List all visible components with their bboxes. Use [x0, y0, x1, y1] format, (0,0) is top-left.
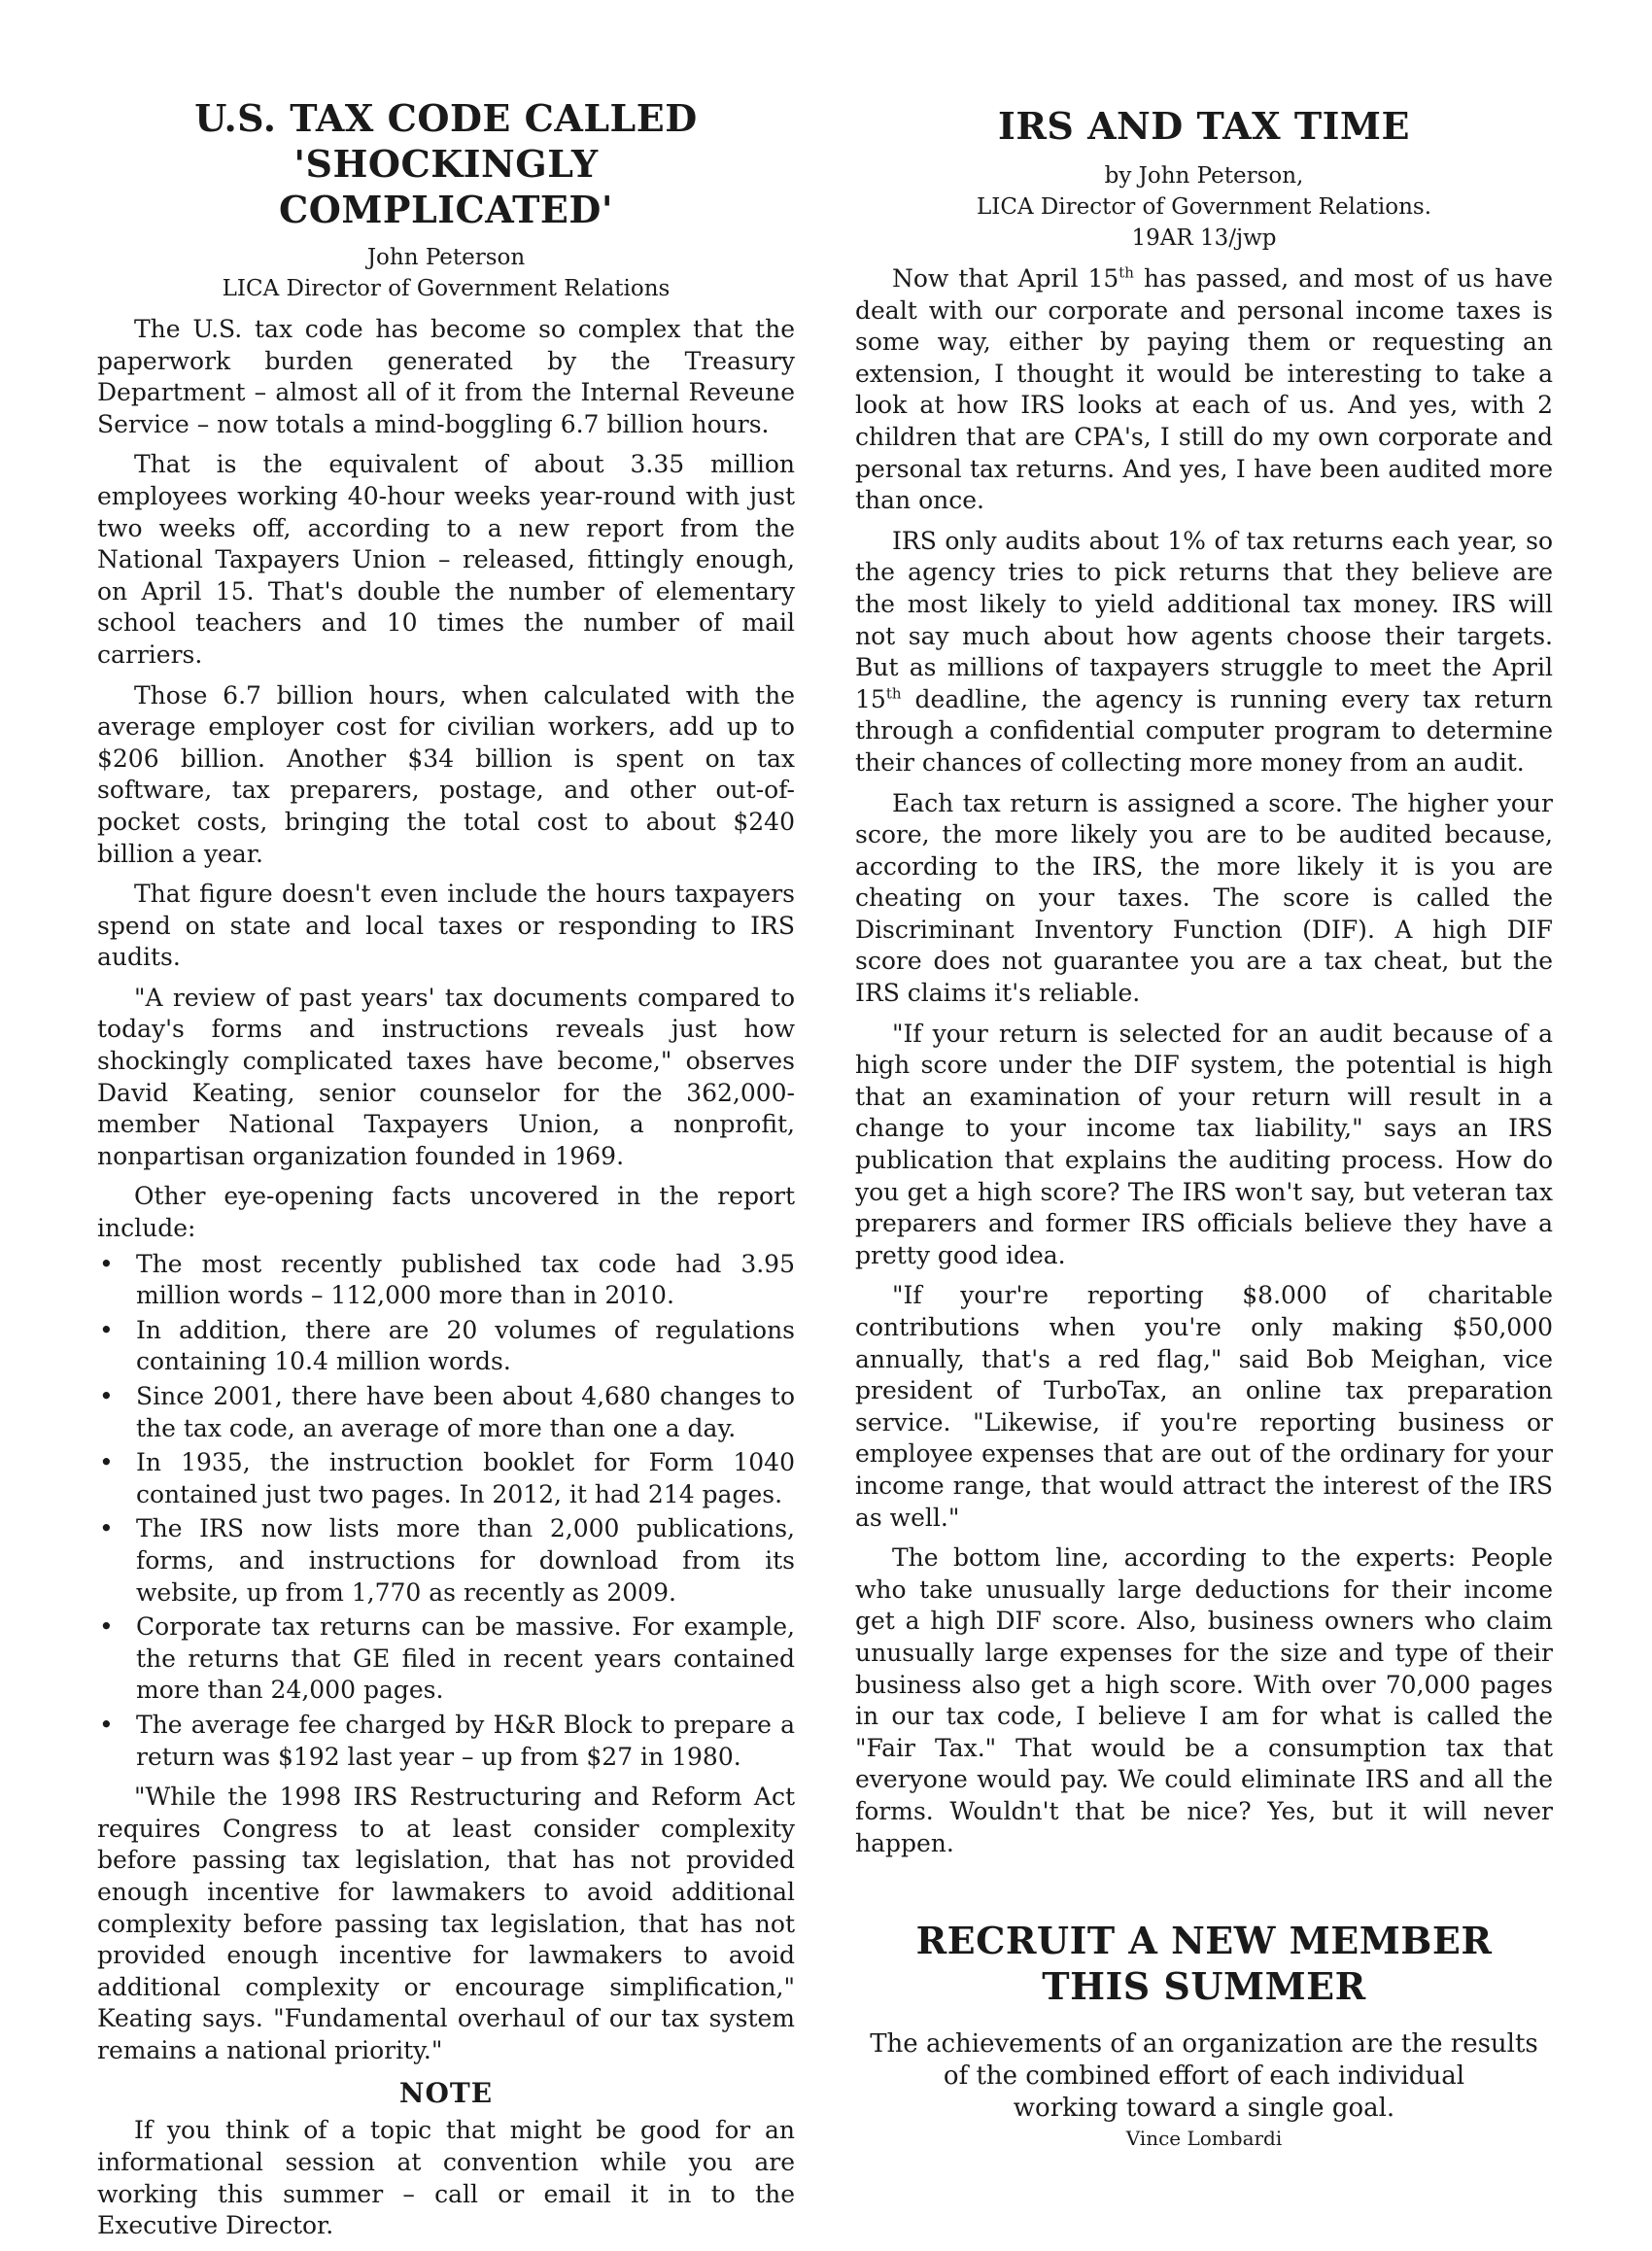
recruit-section — [855, 1918, 1553, 2152]
paragraph: IRS only audits about 1% of tax returns each year, so the agency tries to pick returns that they believe are the most likely to yield additional tax money. IRS will not say much about how agents choose their targets. But as millions of taxpayers struggle to meet the April 15th deadline, the agency is running every tax return through a confidential computer program to determine their chances of collecting more money from an audit. — [855, 526, 1553, 777]
article-title: IRS AND TAX TIME — [998, 104, 1410, 148]
list-item: • The most recently published tax code had 3.95 million words – 112,000 more than in 2010. — [97, 1249, 795, 1312]
note-text: If you think of a topic that might be good for an informational session at convention while you are working this summer – call or email it in to the Executive Director. — [97, 2116, 795, 2240]
list-item: • In addition, there are 20 volumes of regulations containing 10.4 million words. — [97, 1315, 795, 1378]
recruit-title-line2: THIS SUMMER — [1042, 1964, 1366, 2009]
list-item: • The IRS now lists more than 2,000 publications, forms, and instructions for download from its website, up from 1,770 as recently as 2009. — [97, 1513, 795, 1609]
article-body — [855, 263, 1553, 1859]
paragraph: The bottom line, according to the experts: People who take unusually large deductions for their income get a high DIF score. Also, business owners who claim unusually large expenses for the size and type of their business also get a high score. With over 70,000 pages in our tax code, I believe I am for what is called the "Fair Tax." That would be a consumption tax that everyone would pay. We could eliminate IRS and all the forms. Wouldn't that be nice? Yes, but it will never happen. — [855, 1543, 1553, 1857]
article-title: U.S. TAX CODE CALLED 'SHOCKINGLY COMPLICATED' — [194, 96, 698, 231]
right-column — [855, 95, 1553, 2152]
list-item: • The average fee charged by H&R Block to prepare a return was $192 last year – up from $27 in 1980. — [97, 1710, 795, 1773]
list-item: • Since 2001, there have been about 4,680 changes to the tax code, an average of more than one a day. — [97, 1381, 795, 1444]
byline-role: LICA Director of Government Relations — [222, 276, 671, 301]
note-title: NOTE — [398, 2077, 494, 2110]
paragraph: "While the 1998 IRS Restructuring and Reform Act requires Congress to at least consider complexity before passing tax legislation, that has not provided enough incentive for lawmakers to avoid additional complexity before passing tax legislation, that has not provided enough incentive for lawmakers to avoid additional complexity or encourage simplification," Keating says. "Fundamental overhaul of our tax system remains a national priority." — [97, 1783, 795, 2064]
recruit-title — [855, 1918, 1553, 2009]
byline-role: LICA Director of Government Relations. — [976, 194, 1432, 220]
paragraph: Those 6.7 billion hours, when calculated with the average employer cost for civilian workers, add up to $206 billion. Another $34 billion is spent on tax software, tax preparers, postage, and other out-of-pocket costs, bringing the total cost to about $240 billion a year. — [97, 680, 795, 868]
paragraph: Now that April 15th has passed, and most of us have dealt with our corporate and personal income taxes is some way, either by paying them or requesting an extension, I thought it would be interesting to take a look at how IRS looks at each of us. And yes, with 2 children that are CPA's, I still do my own corporate and personal tax returns. And yes, I have been audited more than once. — [855, 263, 1554, 515]
paragraph: That figure doesn't even include the hours taxpayers spend on state and local taxes or responding to IRS audits. — [97, 880, 795, 972]
paragraph: "A review of past years' tax documents compared to today's forms and instructions reveals just how shockingly complicated taxes have become," observes David Keating, senior counselor for the 362,000-member National Taxpayers Union, a nonprofit, nonpartisan organization founded in 1969. — [97, 983, 795, 1170]
left-column — [97, 95, 795, 2251]
paragraph: Other eye-opening facts uncovered in the report include: — [97, 1182, 795, 1243]
quote-line: of the combined effort of each individual — [943, 2061, 1465, 2092]
note-body — [97, 2115, 795, 2241]
paragraph: Each tax return is assigned a score. The higher your score, the more likely you are to be audited because, according to the IRS, the more likely it is you are cheating on your taxes. The score is called the Discriminant Inventory Function (DIF). A high DIF score does not guarantee you are a tax cheat, but the IRS claims it's reliable. — [855, 788, 1553, 1008]
byline-code: 19AR 13/jwp — [1131, 225, 1277, 251]
byline-name: John Peterson — [366, 245, 526, 270]
article-body — [97, 314, 795, 2066]
paragraph: "If your return is selected for an audit because of a high score under the DIF system, the potential is high that an examination of your return will result in a change to your income tax liability," says an IRS publication that explains the auditing process. How do you get a high score? The IRS won't say, but veteran tax preparers and former IRS officials believe they have a pretty good idea. — [855, 1019, 1553, 1269]
facts-list — [97, 1249, 795, 1774]
list-item: • In 1935, the instruction booklet for Form 1040 contained just two pages. In 2012, it had 214 pages. — [97, 1447, 795, 1510]
recruit-title-line1: RECRUIT A NEW MEMBER — [915, 1919, 1493, 1963]
byline-name: by John Peterson, — [1104, 163, 1304, 189]
quote-line: working toward a single goal. — [1013, 2094, 1395, 2124]
quote-line: The achievements of an organization are the results — [870, 2029, 1538, 2060]
paragraph: The U.S. tax code has become so complex that the paperwork burden generated by the Treasury Department – almost all of it from the Internal Reveune Service – now totals a mind-boggling 6.7 billion hours. — [97, 315, 795, 438]
quote-author: Vince Lombardi — [1125, 2127, 1283, 2151]
paragraph: That is the equivalent of about 3.35 million employees working 40-hour weeks year-round with just two weeks off, according to a new report from the National Taxpayers Union – released, fittingly enough, on April 15. That's double the number of elementary school teachers and 10 times the number of mail carriers. — [97, 450, 795, 669]
list-item: • Corporate tax returns can be massive. For example, the returns that GE filed in recent years contained more than 24,000 pages. — [97, 1611, 795, 1707]
paragraph: "If your're reporting $8.000 of charitable contributions when you're only making $50,000 annually, that's a red flag," said Bob Meighan, vice president of TurboTax, an online tax preparation service. "Likewise, if you're reporting business or employee expenses that are out of the ordinary for your income range, that would attract the interest of the IRS as well." — [855, 1281, 1553, 1532]
